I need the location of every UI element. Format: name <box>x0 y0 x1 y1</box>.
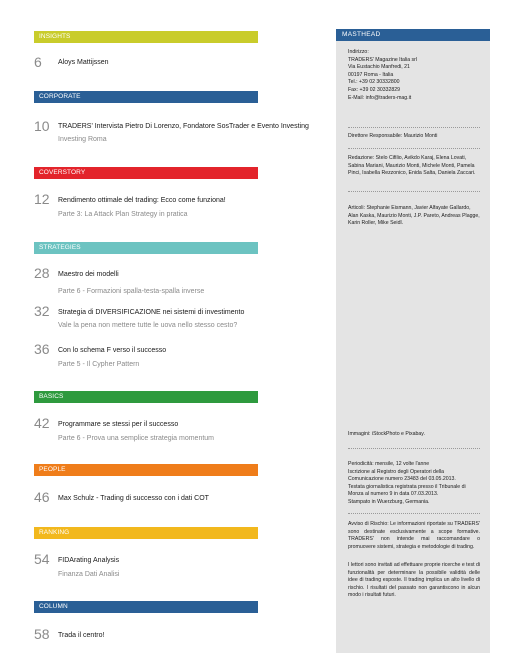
section-bar-column <box>34 601 258 613</box>
separator <box>348 148 480 149</box>
section-label-basics: BASICS <box>39 393 64 400</box>
entry-title[interactable]: FIDArating Analysis <box>58 557 120 564</box>
masthead-periodicity: Periodicità: mensile, 12 volte l'anne Iscrizione al Registro degli Operatori della Comunicazione numero 23483 del 03.05.2013. Testata giornalistica registrata presso il Tribunale di Monza al numero 9 in data 07.03.2013. Stampato in Wuerzburg, Germania. <box>348 461 466 505</box>
entry-number: 54 <box>34 551 50 567</box>
entry-title[interactable]: Maestro dei modelli <box>58 271 119 278</box>
entry-title[interactable]: Programmare se stessi per il successo <box>58 421 179 428</box>
entry-subtitle: Parte 6 - Formazioni spalla-testa-spalla inverse <box>58 288 205 295</box>
section-label-column: COLUMN <box>39 603 68 610</box>
section-label-strategies: STRATEGIES <box>39 244 81 251</box>
masthead-director: Direttore Responsabile: Maurizio Monti <box>348 133 438 139</box>
separator <box>348 448 480 449</box>
entry-number: 46 <box>34 489 50 505</box>
separator <box>348 513 480 514</box>
masthead-panel <box>336 29 490 653</box>
entry-number: 6 <box>34 54 42 70</box>
entry-subtitle: Parte 3: La Attack Plan Strategy in pratica <box>58 211 188 218</box>
entry-number: 10 <box>34 118 50 134</box>
entry-title[interactable]: Trada il centro! <box>58 632 105 639</box>
entry-subtitle: Investing Roma <box>58 136 107 143</box>
address-line: Via Eustachio Manfredi, 21 <box>348 64 410 71</box>
masthead-risk-disclaimer: I lettori sono invitati ad effettuare proprie ricerche e test di funzionalità per determinare la possibile validità delle idee di trading esposte. Il trading implica un alto livello di rischio. I risultati del passato non garantiscono in alcun modo i risultati futuri. <box>348 562 480 599</box>
entry-number: 36 <box>34 341 50 357</box>
entry-subtitle: Finanza Dati Analisi <box>58 571 120 578</box>
entry-title[interactable]: Aloys Mattijssen <box>58 59 109 66</box>
masthead-title-bar: MASTHEAD <box>336 29 490 41</box>
entry-title[interactable]: TRADERS' Intervista Pietro Di Lorenzo, Fondatore SosTrader e Evento Investing <box>58 123 309 130</box>
entry-number: 12 <box>34 191 50 207</box>
address-line: Indirizzo: <box>348 49 369 55</box>
separator <box>348 127 480 128</box>
masthead-risk-notice: Avviso di Rischio: Le informazioni riportate su TRADERS' sono destinate esclusivamente a scope formative. TRADERS' non intende mai raccomandare o promuovere sistemi, strategia e metodologie di trading. <box>348 521 480 550</box>
address-line: Tel.: +39 02 30332800 <box>348 79 400 86</box>
section-label-coverstory: COVERSTORY <box>39 169 86 176</box>
masthead-editorial: Redazione: Stelo Cifilio, Avikdo Karaj, Elena Lovati, Sabina Mariani, Maurizio Monti, Michele Monti, Pamela Pinci, Isabella Rezzonico, Enida Salta, Daniela Zaccari. <box>348 155 476 177</box>
section-bar-coverstory <box>34 167 258 179</box>
address-line: 00197 Roma - Italia <box>348 71 394 78</box>
section-label-insights: INSIGHTS <box>39 33 71 40</box>
entry-title[interactable]: Max Schulz - Trading di successo con i dati COT <box>58 495 209 502</box>
section-bar-ranking <box>34 527 258 539</box>
masthead-articles: Articoli: Stephanie Eismann, Javier Alfayate Gallardo, Alan Kaska, Maurizio Monti, J.P. Pareto, Andreas Plagge, Karin Roller, Mike Seidl. <box>348 205 480 227</box>
section-bar-corporate <box>34 91 258 103</box>
entry-number: 28 <box>34 265 50 281</box>
section-bar-basics <box>34 391 258 403</box>
entry-subtitle: Parte 6 - Prova una semplice strategia momentum <box>58 435 215 442</box>
separator <box>348 191 480 192</box>
entry-title[interactable]: Strategia di DIVERSIFICAZIONE nei sistemi di investimento <box>58 309 245 316</box>
entry-subtitle: Parte 5 - Il Cypher Pattern <box>58 361 140 368</box>
section-label-ranking: RANKING <box>39 529 70 536</box>
address-line: Fax: +39 02 30332829 <box>348 86 401 93</box>
entry-title[interactable]: Con lo schema F verso il successo <box>58 347 167 354</box>
section-label-corporate: CORPORATE <box>39 93 81 100</box>
address-line: TRADERS' Magazine Italia srl <box>348 56 418 63</box>
masthead-address <box>348 49 486 102</box>
section-label-people: PEOPLE <box>39 466 66 473</box>
entry-subtitle: Vale la pena non mettere tutte le uova nello stesso cesto? <box>58 322 238 329</box>
entry-number: 32 <box>34 303 50 319</box>
section-bar-people <box>34 464 258 476</box>
entry-number: 42 <box>34 415 50 431</box>
masthead-images: Immagini: iStockPhoto e Pixabay. <box>348 431 425 437</box>
entry-number: 58 <box>34 626 50 642</box>
address-line[interactable]: E-Mail: info@traders-mag.it <box>348 94 412 101</box>
section-bar-strategies <box>34 242 258 254</box>
section-bar-insights <box>34 31 258 43</box>
entry-title[interactable]: Rendimento ottimale del trading: Ecco come funziona! <box>58 197 226 204</box>
